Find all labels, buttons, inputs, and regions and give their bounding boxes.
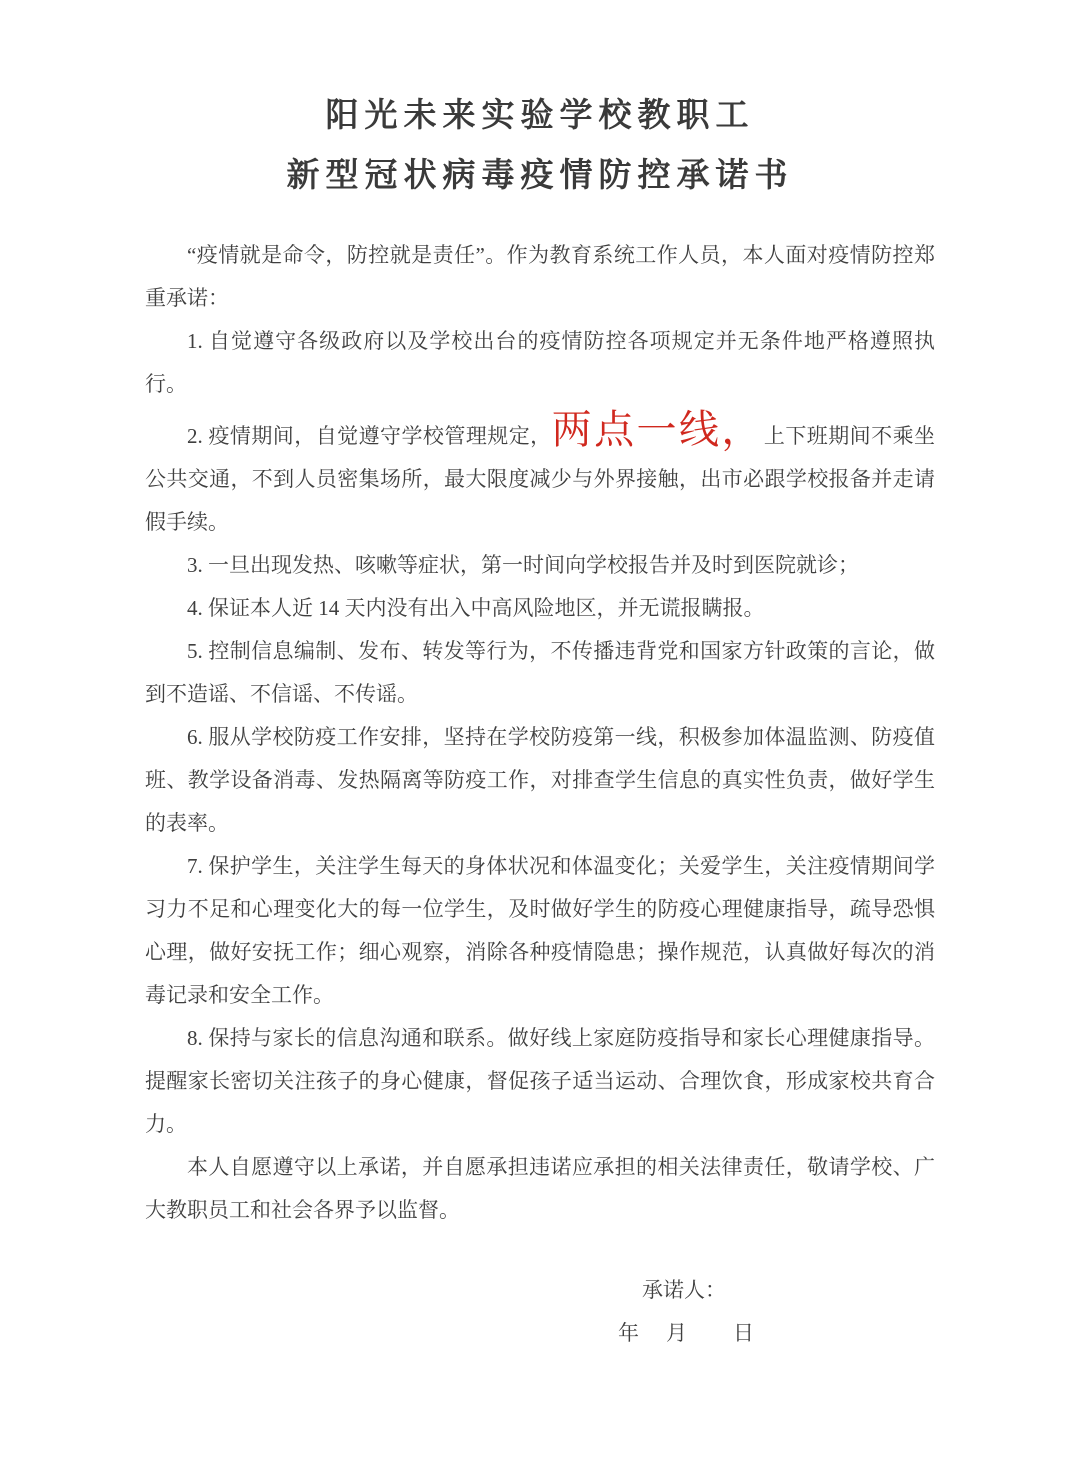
signature-block [145, 1269, 935, 1355]
date-month-label: 月 [666, 1321, 687, 1345]
document-title-line2: 新型冠状病毒疫情防控承诺书 [286, 158, 794, 194]
clause-7: 7. 保护学生，关注学生每天的身体状况和体温变化；关爱学生，关注疫情期间学习力不足和心理变化大的每一位学生，及时做好学生的防疫心理健康指导，疏导恐惧心理，做好安抚工作；细心观察，消除各种疫情隐患；操作规范，认真做好每次的消毒记录和安全工作。 [145, 854, 935, 1007]
date-row [145, 1312, 935, 1355]
clause-2 [145, 406, 935, 544]
clause-2-text-post: 上下班期间不乘坐公共交通，不到人员密集场所，最大限度减少与外界接触，出市必跟学校报备并走请假手续。 [145, 424, 936, 534]
promiser-label: 承诺人： [642, 1278, 726, 1302]
document-body [145, 234, 935, 1232]
clause-5: 5. 控制信息编制、发布、转发等行为，不传播违背党和国家方针政策的言论，做到不造谣、不信谣、不传谣。 [145, 639, 935, 706]
clause-4: 4. 保证本人近 14 天内没有出入中高风险地区，并无谎报瞒报。 [187, 596, 765, 620]
clause-3: 3. 一旦出现发热、咳嗽等症状，第一时间向学校报告并及时到医院就诊； [187, 553, 859, 577]
clause-2-red-highlight: 两点一线， [551, 407, 764, 452]
document-title-line1: 阳光未来实验学校教职工 [325, 98, 755, 134]
clause-6: 6. 服从学校防疫工作安排，坚持在学校防疫第一线，积极参加体温监测、防疫值班、教学设备消毒、发热隔离等防疫工作，对排查学生信息的真实性负责，做好学生的表率。 [145, 725, 935, 835]
intro-paragraph: “疫情就是命令，防控就是责任”。作为教育系统工作人员，本人面对疫情防控郑重承诺： [145, 243, 935, 310]
date-year-label: 年 [618, 1321, 639, 1345]
date-day-label: 日 [733, 1321, 754, 1345]
clause-2-text-pre: 2. 疫情期间，自觉遵守学校管理规定， [187, 424, 552, 448]
clause-1: 1. 自觉遵守各级政府以及学校出台的疫情防控各项规定并无条件地严格遵照执行。 [145, 329, 935, 396]
clause-8: 8. 保持与家长的信息沟通和联系。做好线上家庭防疫指导和家长心理健康指导。提醒家长密切关注孩子的身心健康，督促孩子适当运动、合理饮食，形成家校共育合力。 [145, 1026, 935, 1136]
promiser-row [145, 1269, 935, 1312]
closing-paragraph: 本人自愿遵守以上承诺，并自愿承担违诺应承担的相关法律责任，敬请学校、广大教职员工和社会各界予以监督。 [145, 1155, 935, 1222]
